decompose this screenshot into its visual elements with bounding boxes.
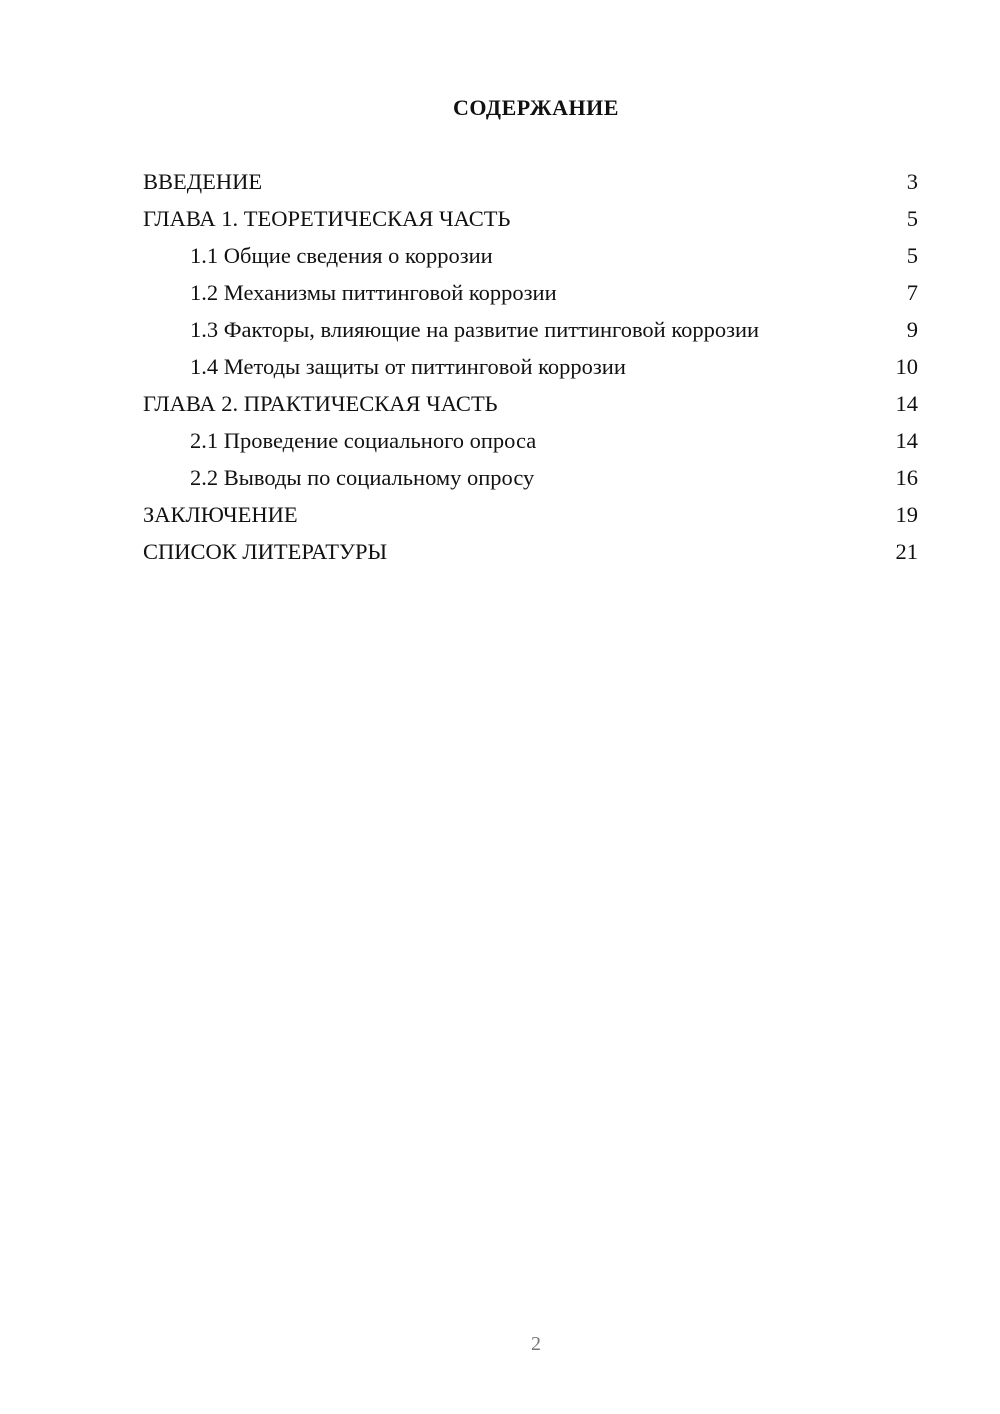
toc-entry-page: 10 <box>895 354 918 379</box>
toc-entry-text: 2.1 Проведение социального опроса <box>190 428 537 453</box>
toc-entry-page: 5 <box>906 243 918 268</box>
toc-entry-page: 19 <box>895 502 918 527</box>
toc-entry-text: ВВЕДЕНИЕ <box>143 169 263 194</box>
toc-entry-introduction[interactable] <box>143 168 918 196</box>
toc-entry-text: 2.2 Выводы по социальному опросу <box>190 465 535 490</box>
toc-entry-page: 16 <box>895 465 918 490</box>
toc-entry-text: 1.1 Общие сведения о коррозии <box>190 243 493 268</box>
toc-entry-page: 7 <box>906 280 918 305</box>
page-title: СОДЕРЖАНИЕ <box>453 95 619 120</box>
toc-entry-text: 1.3 Факторы, влияющие на развитие питтинговой коррозии <box>190 317 760 342</box>
toc-entry-page: 5 <box>906 206 918 231</box>
toc-entry-page: 14 <box>895 428 918 453</box>
toc-entry-text: 1.2 Механизмы питтинговой коррозии <box>190 280 557 305</box>
page-number: 2 <box>531 1333 541 1355</box>
toc-entry-section-1-4[interactable] <box>143 353 918 381</box>
table-of-contents <box>143 168 918 575</box>
toc-entry-page: 3 <box>906 169 918 194</box>
toc-entry-chapter-1[interactable] <box>143 205 918 233</box>
toc-entry-text: ГЛАВА 1. ТЕОРЕТИЧЕСКАЯ ЧАСТЬ <box>143 206 511 231</box>
toc-entry-page: 21 <box>895 539 918 564</box>
toc-entry-page: 14 <box>895 391 918 416</box>
toc-entry-section-1-3[interactable] <box>143 316 918 344</box>
toc-entry-section-2-2[interactable] <box>143 464 918 492</box>
toc-entry-conclusion[interactable] <box>143 501 918 529</box>
toc-entry-text: СПИСОК ЛИТЕРАТУРЫ <box>143 539 388 564</box>
toc-entry-chapter-2[interactable] <box>143 390 918 418</box>
toc-entry-section-1-2[interactable] <box>143 279 918 307</box>
toc-entry-section-1-1[interactable] <box>143 242 918 270</box>
toc-entry-references[interactable] <box>143 538 918 566</box>
toc-entry-section-2-1[interactable] <box>143 427 918 455</box>
toc-entry-text: ЗАКЛЮЧЕНИЕ <box>143 502 298 527</box>
toc-entry-text: 1.4 Методы защиты от питтинговой коррозии <box>190 354 626 379</box>
toc-entry-page: 9 <box>906 317 918 342</box>
toc-entry-text: ГЛАВА 2. ПРАКТИЧЕСКАЯ ЧАСТЬ <box>143 391 498 416</box>
